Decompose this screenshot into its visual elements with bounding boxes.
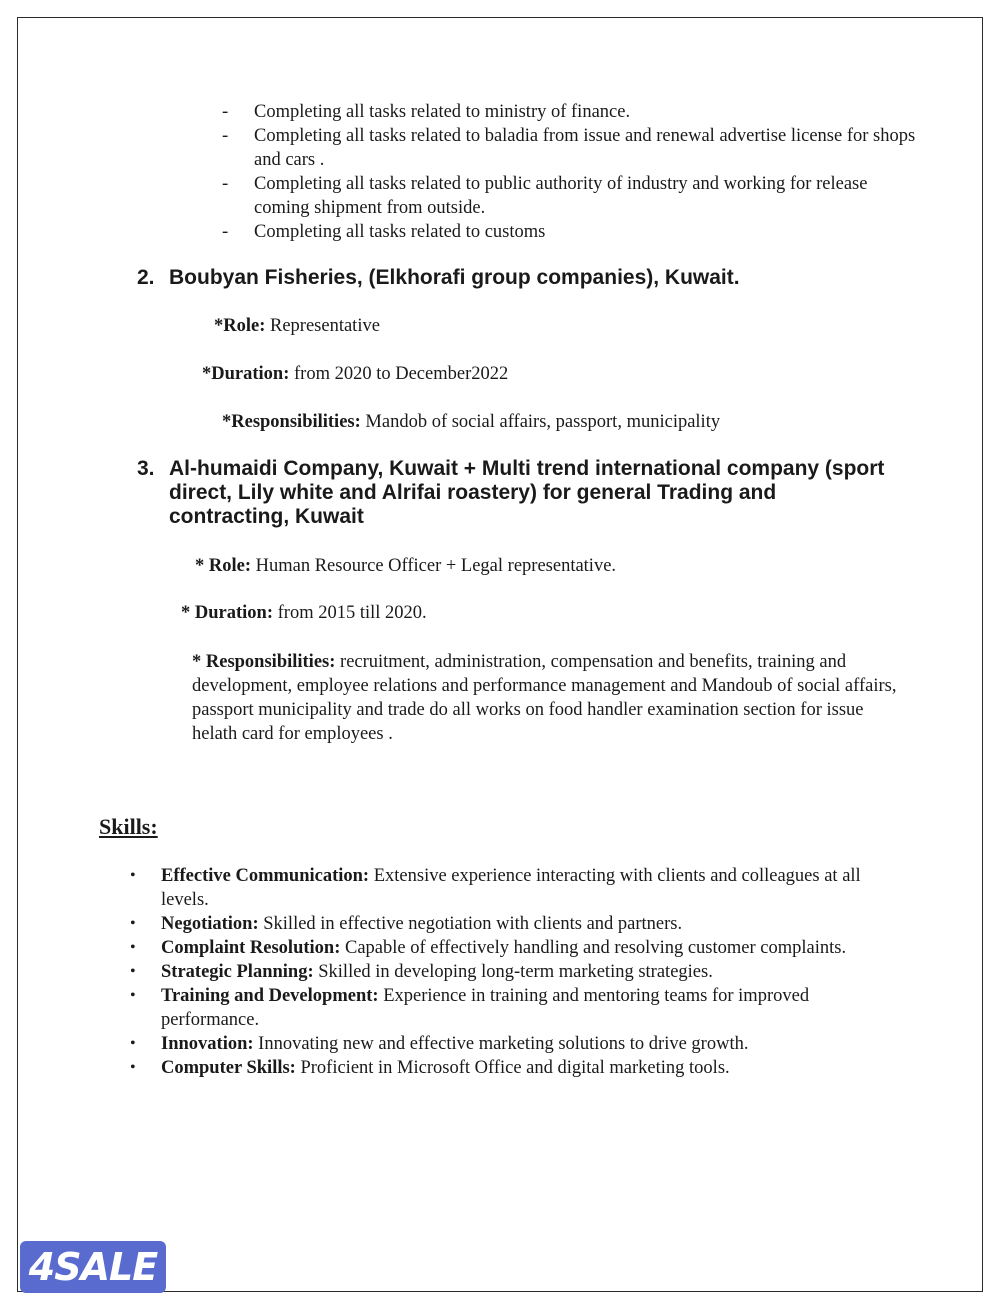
duration-field bbox=[202, 362, 508, 386]
skill-label: Strategic Planning: bbox=[161, 962, 314, 982]
bullet-icon: • bbox=[130, 1035, 136, 1052]
skill-label: Innovation: bbox=[161, 1034, 254, 1054]
role-field bbox=[195, 554, 616, 578]
job-title: Al-humaidi Company, Kuwait + Multi trend international company (sport direct, Lily white and Alrifai roastery) for general Trading and contracting, Kuwait bbox=[169, 457, 885, 528]
job-title: Boubyan Fisheries, (Elkhorafi group companies), Kuwait. bbox=[169, 266, 740, 289]
dash-marker: - bbox=[222, 102, 229, 122]
role-field bbox=[214, 314, 380, 338]
field-label: * Responsibilities: bbox=[192, 652, 336, 672]
skill-text: Proficient in Microsoft Office and digital marketing tools. bbox=[300, 1058, 730, 1078]
dash-marker: - bbox=[222, 174, 229, 194]
skill-label: Complaint Resolution: bbox=[161, 938, 341, 958]
list-item bbox=[128, 960, 908, 984]
skill-text: Innovating new and effective marketing solutions to drive growth. bbox=[258, 1034, 749, 1054]
field-value: from 2020 to December2022 bbox=[294, 364, 509, 384]
job-number: 2. bbox=[137, 266, 155, 289]
dash-marker: - bbox=[222, 126, 229, 146]
list-item bbox=[128, 1056, 908, 1080]
field-value: recruitment, administration, compensation and benefits, training and development, employee relations and performance management and Mandoub of social affairs, passport municipality and trade do all works on food handler examination section for issue helath card for employees . bbox=[192, 652, 897, 744]
bullet-icon: • bbox=[130, 987, 136, 1004]
skill-label: Computer Skills: bbox=[161, 1058, 296, 1078]
responsibilities-field bbox=[192, 650, 912, 746]
watermark-logo bbox=[20, 1241, 166, 1293]
field-label: *Role: bbox=[214, 316, 266, 336]
watermark-text: 4SALE bbox=[28, 1245, 158, 1289]
field-label: *Responsibilities: bbox=[222, 412, 361, 432]
list-item bbox=[128, 1032, 908, 1056]
skill-label: Effective Communication: bbox=[161, 866, 370, 886]
skill-text: Skilled in developing long-term marketing strategies. bbox=[318, 962, 713, 982]
task-list bbox=[222, 100, 922, 244]
duration-field bbox=[181, 601, 427, 625]
skill-text: Experience in training and mentoring teams for improved performance. bbox=[161, 986, 810, 1030]
field-label: * Role: bbox=[195, 556, 251, 576]
field-value: Mandob of social affairs, passport, municipality bbox=[365, 412, 721, 432]
list-item bbox=[128, 864, 908, 912]
field-value: from 2015 till 2020. bbox=[277, 603, 427, 623]
bullet-icon: • bbox=[130, 867, 136, 884]
skill-label: Training and Development: bbox=[161, 986, 379, 1006]
bullet-icon: • bbox=[130, 1059, 136, 1076]
skill-text: Capable of effectively handling and resolving customer complaints. bbox=[345, 938, 847, 958]
bullet-icon: • bbox=[130, 915, 136, 932]
field-label: * Duration: bbox=[181, 603, 273, 623]
field-value: Representative bbox=[270, 316, 380, 336]
list-item: - Completing all tasks related to customs bbox=[222, 222, 546, 242]
list-item bbox=[128, 984, 908, 1032]
field-label: *Duration: bbox=[202, 364, 290, 384]
dash-marker: - bbox=[222, 222, 229, 242]
bullet-icon: • bbox=[130, 963, 136, 980]
field-value: Human Resource Officer + Legal representative. bbox=[255, 556, 617, 576]
responsibilities-field bbox=[222, 410, 720, 434]
skills-list bbox=[128, 864, 908, 1080]
bullet-icon: • bbox=[130, 939, 136, 956]
list-item bbox=[128, 912, 908, 936]
skill-label: Negotiation: bbox=[161, 914, 259, 934]
skill-text: Skilled in effective negotiation with clients and partners. bbox=[263, 914, 683, 934]
section-title: Skills: bbox=[99, 814, 158, 839]
list-item: - Completing all tasks related to baladia from issue and renewal advertise license for shops and cars . bbox=[222, 126, 916, 170]
skill-text: Extensive experience interacting with clients and colleagues at all levels. bbox=[161, 866, 861, 910]
job-number: 3. bbox=[137, 457, 155, 480]
list-item: - Completing all tasks related to ministry of finance. bbox=[222, 102, 631, 122]
list-item: - Completing all tasks related to public authority of industry and working for release coming shipment from outside. bbox=[222, 174, 868, 218]
list-item bbox=[128, 936, 908, 960]
